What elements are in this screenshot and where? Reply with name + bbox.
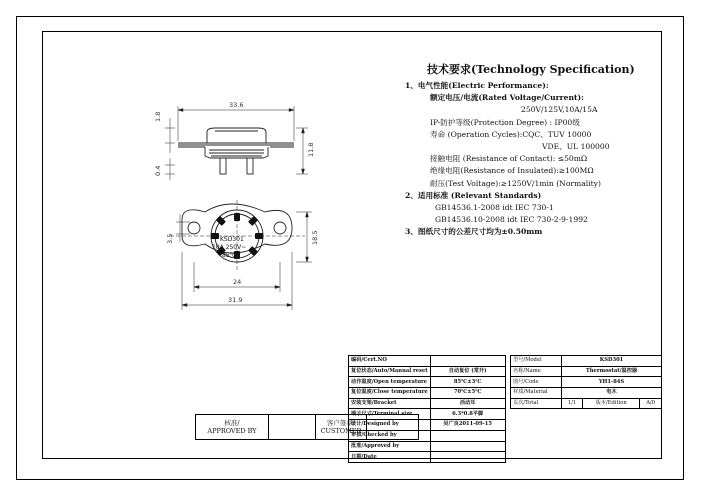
name-label: 名称/Name <box>511 366 562 377</box>
title-block-label: 日期/Date <box>349 452 431 463</box>
spec-std1: GB14536.1-2008 idt IEC 730-1 <box>435 203 554 213</box>
dim-ear-width: 3.5 <box>166 233 174 244</box>
title-block-value: 70℃±5℃ <box>430 388 505 399</box>
title-block-row <box>349 388 506 399</box>
dim-top-width: 33.6 <box>229 101 244 109</box>
spec-item2: 2、适用标准 (Relevant Standards) <box>405 190 542 200</box>
label-temp: 85℃ <box>222 252 237 259</box>
title-block-value: 自动复位 (常开) <box>430 366 505 377</box>
title-block-label: 审核/Checked by <box>349 430 431 441</box>
title-block-row <box>349 366 506 377</box>
spec-ip: IP-防护等级(Protection Degree) : IP00级 <box>430 117 580 127</box>
side-view <box>165 106 308 180</box>
spec-life1: 寿命 (Operation Cycles):CQC、TUV 10000 <box>430 129 592 139</box>
spec-contact: 接触电阻 (Resistance of Contact): ≤50mΩ <box>430 154 588 164</box>
material-value: 电木 <box>562 388 662 399</box>
title-block-right <box>510 355 662 409</box>
title-block-row <box>349 398 506 409</box>
top-view <box>170 200 312 310</box>
title-block-rows <box>349 356 506 463</box>
spec-voltage: 耐压(Test Voltage):≥1250V/1min (Normality) <box>430 178 601 188</box>
title-block-value <box>430 452 505 463</box>
technical-specification <box>405 63 665 239</box>
title-block-value <box>430 356 505 367</box>
title-block-value <box>430 430 505 441</box>
customer-label: 客户签章/ CUSTOMER <box>316 415 367 440</box>
spec-item3: 3、图纸尺寸的公差尺寸均为±0.50mm <box>405 227 543 237</box>
spec-std2: GB14536.10-2008 idt IEC 730-2-9-1992 <box>435 215 588 225</box>
dim-ear-span: 18.5 <box>311 230 319 245</box>
dim-overall-width: 31.9 <box>228 296 243 304</box>
title-block-row <box>349 441 506 452</box>
approved-by-label: 核准/ APPROVED BY <box>196 415 269 440</box>
model-value: KSD301 <box>562 356 662 367</box>
title-block-label: 设计/Designed by <box>349 420 431 431</box>
title-block-label: 动作温度/Open temperature <box>349 377 431 388</box>
title-block-value: 6.3*0.8平脚 <box>430 409 505 420</box>
name-value: Thermostat/温控器 <box>562 366 662 377</box>
page-value: 1/1 <box>562 398 583 409</box>
spec-item1: 1、电气性能(Electric Performance): <box>405 81 549 90</box>
dim-center-width: 24 <box>233 278 242 286</box>
title-block-row <box>349 356 506 367</box>
approved-by-sign[interactable] <box>269 415 316 440</box>
title-block-row <box>349 377 506 388</box>
code-value: YH1-84S <box>562 377 662 388</box>
label-model: KSD301 <box>220 236 244 243</box>
dim-height: 11.8 <box>307 142 315 157</box>
title-block-value: 85℃±3℃ <box>430 377 505 388</box>
label-rating: 10A 250V~ <box>212 244 247 251</box>
title-block-value: 吴广良2011-09-15 <box>430 420 505 431</box>
spec-life2: VDE、UL 100000 <box>542 142 610 152</box>
code-label: 图号/Code <box>511 377 562 388</box>
material-label: 材质/Material <box>511 388 562 399</box>
dim-flange-thk: 1.8 <box>154 111 162 122</box>
spec-title: 技术要求(Technology Specification) <box>427 63 635 76</box>
title-block-label: 复位状态/Auto/Manual reset <box>349 366 431 377</box>
title-block-value <box>430 441 505 452</box>
title-block-row <box>349 420 506 431</box>
spec-insulation: 绝缘电阻(Resistance of Insulated):≥100MΩ <box>430 166 594 176</box>
title-block-left <box>348 355 506 463</box>
model-label: 型号/Model <box>511 356 562 367</box>
edition-label: 版本/Edition <box>583 398 640 409</box>
title-block-label: 安装支架/Bracket <box>349 398 431 409</box>
edition-value: A/0 <box>640 398 662 409</box>
title-block-row <box>349 430 506 441</box>
title-block-label: 复位温度/Close temperature <box>349 388 431 399</box>
title-block-row <box>349 409 506 420</box>
title-block-label: 批准/Approved by <box>349 441 431 452</box>
title-block-value: 活动耳 <box>430 398 505 409</box>
spec-rated-label: 额定电压/电流(Rated Voltage/Current): <box>430 93 584 103</box>
title-block-row <box>349 452 506 463</box>
title-block-label: 编码/Cert.NO <box>349 356 431 367</box>
title-block-label: 端子尺寸/Terminal size <box>349 409 431 420</box>
page-label: 页次/Total <box>511 398 562 409</box>
dim-base-thk: 0.4 <box>154 165 162 176</box>
spec-rated-value: 250V/125V,10A/15A <box>521 105 598 115</box>
